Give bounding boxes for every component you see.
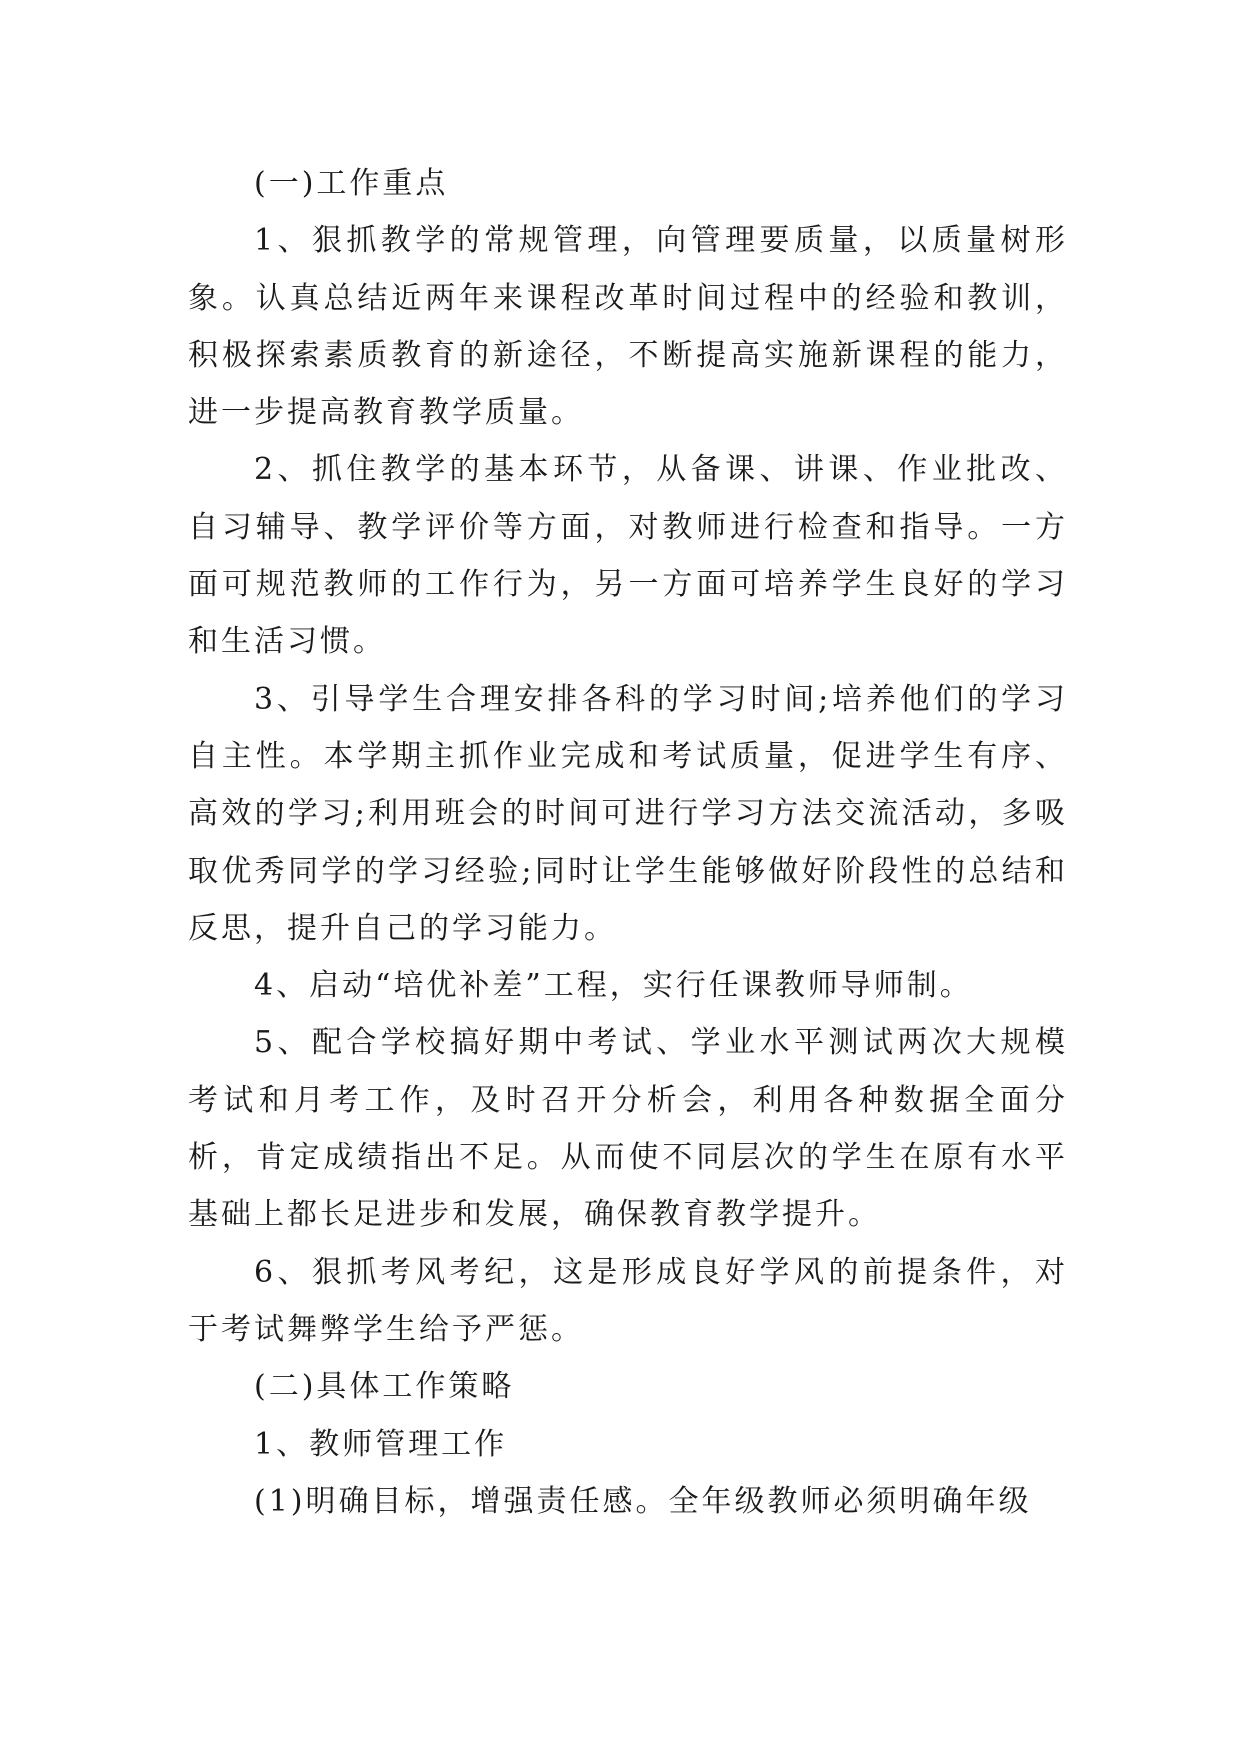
paragraph-sub-item-1: (1)明确目标，增强责任感。全年级教师必须明确年级	[254, 1483, 1032, 1519]
paragraph-item-6: 6、狠抓考风考纪，这是形成良好学风的前提条件，对于考试舞弊学生给予严惩。	[188, 1254, 1068, 1347]
document-body	[188, 155, 1068, 1530]
paragraph-item-1: 1、狠抓教学的常规管理，向管理要质量，以质量树形象。认真总结近两年来课程改革时间过程中的经验和教训，积极探索素质教育的新途径，不断提高实施新课程的能力，进一步提高教育教学质量。	[188, 223, 1068, 431]
section-heading-work-focus: (一)工作重点	[254, 166, 449, 201]
paragraph-item-4: 4、启动“培优补差”工程，实行任课教师导师制。	[254, 968, 973, 1004]
paragraph-item-3: 3、引导学生合理安排各科的学习时间;培养他们的学习自主性。本学期主抓作业完成和考试质量，促进学生有序、高效的学习;利用班会的时间可进行学习方法交流活动，多吸取优秀同学的学习经验;同时让学生能够做好阶段性的总结和反思，提升自己的学习能力。	[188, 681, 1068, 946]
paragraph-item-2: 2、抓住教学的基本环节，从备课、讲课、作业批改、自习辅导、教学评价等方面，对教师进行检查和指导。一方面可规范教师的工作行为，另一方面可培养学生良好的学习和生活习惯。	[188, 452, 1068, 660]
paragraph-item-5: 5、配合学校搞好期中考试、学业水平测试两次大规模考试和月考工作，及时召开分析会，利用各种数据全面分析，肯定成绩指出不足。从而使不同层次的学生在原有水平基础上都长足进步和发展，确保教育教学提升。	[188, 1025, 1068, 1233]
subsection-heading-teacher-management: 1、教师管理工作	[254, 1426, 508, 1462]
section-heading-strategy: (二)具体工作策略	[254, 1369, 515, 1405]
